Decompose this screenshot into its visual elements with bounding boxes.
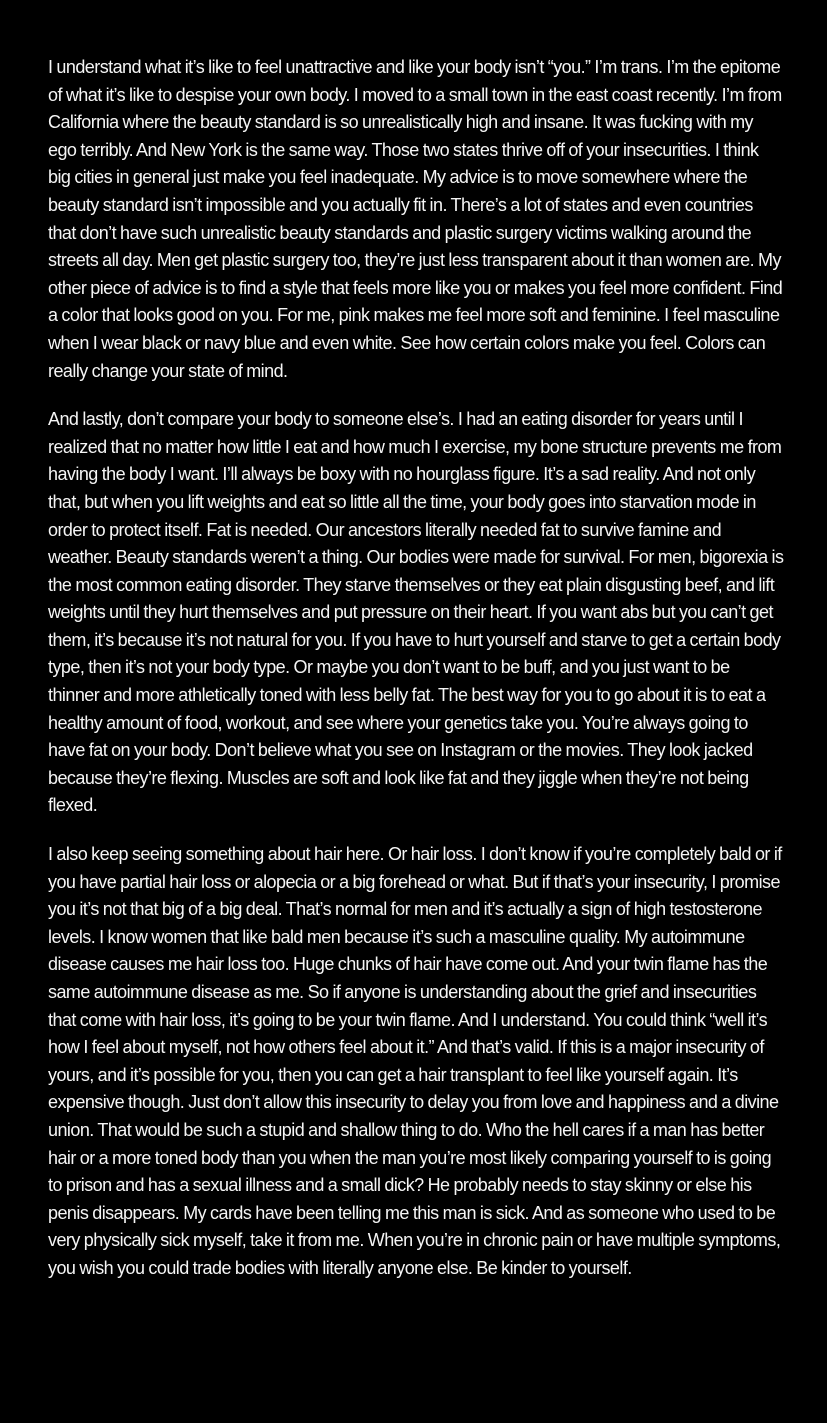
story-paragraph-1: I understand what it’s like to feel unattractive and like your body isn’t “you.” I’m trans. I’m the epitome of what it’s like to despise your own body. I moved to a small town in the east coast recently. I’m from California where the beauty standard is so unrealistically high and insane. It was fucking with my ego terribly. And New York is the same way. Those two states thrive off of your insecurities. I think big cities in general just make you feel inadequate. My advice is to move somewhere where the beauty standard isn’t impossible and you actually fit in. There’s a lot of states and even countries that don’t have such unrealistic beauty standards and plastic surgery victims walking around the streets all day. Men get plastic surgery too, they’re just less transparent about it than women are. My other piece of advice is to find a style that feels more like you or makes you feel more confident. Find a color that looks good on you. For me, pink makes me feel more soft and feminine. I feel masculine when I wear black or navy blue and even white. See how certain colors make you feel. Colors can really change your state of mind. <box>48 57 783 381</box>
story-paragraph-3: I also keep seeing something about hair here. Or hair loss. I don’t know if you’re completely bald or if you have partial hair loss or alopecia or a big forehead or what. But if that’s your insecurity, I promise you it’s not that big of a big deal. That’s normal for men and it’s actually a sign of high testosterone levels. I know women that like bald men because it’s such a masculine quality. My autoimmune disease causes me hair loss too. Huge chunks of hair have come out. And your twin flame has the same autoimmune disease as me. So if anyone is understanding about the grief and insecurities that come with hair loss, it’s going to be your twin flame. And I understand. You could think “well it’s how I feel about myself, not how others feel about it.” And that’s valid. If this is a major insecurity of yours, and it’s possible for you, then you can get a hair transplant to feel like yourself again. It’s expensive though. Just don’t allow this insecurity to delay you from love and happiness and a divine union. That would be such a stupid and shallow thing to do. Who the hell cares if a man has better hair or a more toned body than you when the man you’re most likely comparing yourself to is going to prison and has a sexual illness and a small dick? He probably needs to stay skinny or else his penis disappears. My cards have been telling me this man is sick. And as someone who used to be very physically sick myself, take it from me. When you’re in chronic pain or have multiple symptoms, you wish you could trade bodies with literally anyone else. Be kinder to yourself. <box>48 844 782 1278</box>
story-text-block <box>48 54 784 1283</box>
story-paragraph-2: And lastly, don’t compare your body to someone else’s. I had an eating disorder for years until I realized that no matter how little I eat and how much I exercise, my bone structure prevents me from having the body I want. I’ll always be boxy with no hourglass figure. It’s a sad reality. And not only that, but when you lift weights and eat so little all the time, your body goes into starvation mode in order to protect itself. Fat is needed. Our ancestors literally needed fat to survive famine and weather. Beauty standards weren’t a thing. Our bodies were made for survival. For men, bigorexia is the most common eating disorder. They starve themselves or they eat plain disgusting beef, and lift weights until they hurt themselves and put pressure on their heart. If you want abs but you can’t get them, it’s because it’s not natural for you. If you have to hurt yourself and starve to get a certain body type, then it’s not your body type. Or maybe you don’t want to be buff, and you just want to be thinner and more athletically toned with less belly fat. The best way for you to go about it is to eat a healthy amount of food, workout, and see where your genetics take you. You’re always going to have fat on your body. Don’t believe what you see on Instagram or the movies. They look jacked because they’re flexing. Muscles are soft and look like fat and they jiggle when they’re not being flexed. <box>48 409 784 816</box>
